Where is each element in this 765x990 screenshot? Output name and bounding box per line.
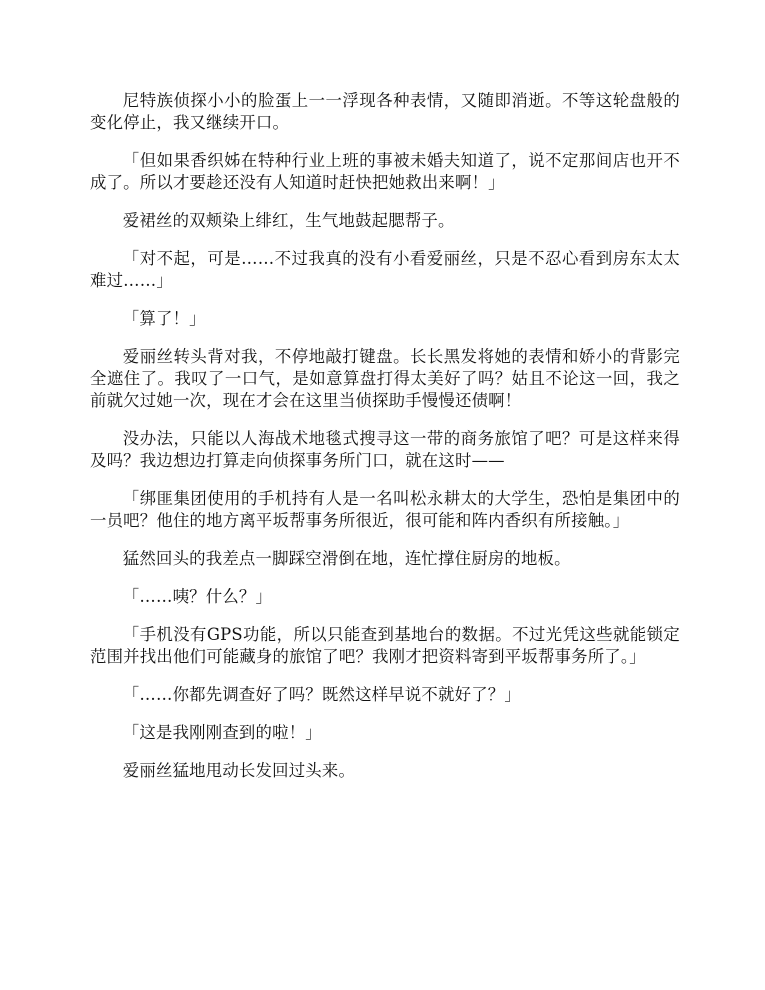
paragraph-3: 爱裙丝的双颊染上绯红，生气地鼓起腮帮子。 [122,211,455,230]
paragraph-7: 没办法，只能以人海战术地毯式搜寻这一带的商务旅馆了吧？可是这样来得及吗？我边想边打算走向侦探事务所门口，就在这时—— [90,429,680,470]
paragraph-14: 爱丽丝猛地甩动长发回过头来。 [122,761,356,780]
paragraph-4: 「对不起，可是……不过我真的没有小看爱丽丝，只是不忍心看到房东太太难过……」 [90,249,680,290]
paragraph-1: 尼特族侦探小小的脸蛋上一一浮现各种表情，又随即消逝。不等这轮盘般的变化停止，我又继续开口。 [90,91,680,132]
paragraph-10: 「……咦？什么？」 [122,587,273,606]
paragraph-13: 「这是我刚刚查到的啦！」 [122,723,322,742]
paragraph-6: 爱丽丝转头背对我，不停地敲打键盘。长长黑发将她的表情和娇小的背影完全遮住了。我叹了一口气，是如意算盘打得太美好了吗？姑且不论这一回，我之前就欠过她一次，现在才会在这里当侦探助手慢慢还债啊！ [90,347,680,410]
paragraph-12: 「……你都先调查好了吗？既然这样早说不就好了？」 [122,685,521,704]
paragraph-11: 「手机没有GPS功能，所以只能查到基地台的数据。不过光凭这些就能锁定范围并找出他们可能藏身的旅馆了吧？我刚才把资料寄到平坂帮事务所了。」 [90,625,680,666]
paragraph-9: 猛然回头的我差点一脚踩空滑倒在地，连忙撑住厨房的地板。 [122,549,571,568]
paragraph-2: 「但如果香织姊在特种行业上班的事被未婚夫知道了，说不定那间店也开不成了。所以才要趁还没有人知道时赶快把她救出来啊！」 [90,151,680,192]
document-page [90,90,680,798]
paragraph-5: 「算了！」 [122,309,206,328]
paragraph-8: 「绑匪集团使用的手机持有人是一名叫松永耕太的大学生，恐怕是集团中的一员吧？他住的地方离平坂帮事务所很近，很可能和阵内香织有所接触。」 [90,489,680,530]
